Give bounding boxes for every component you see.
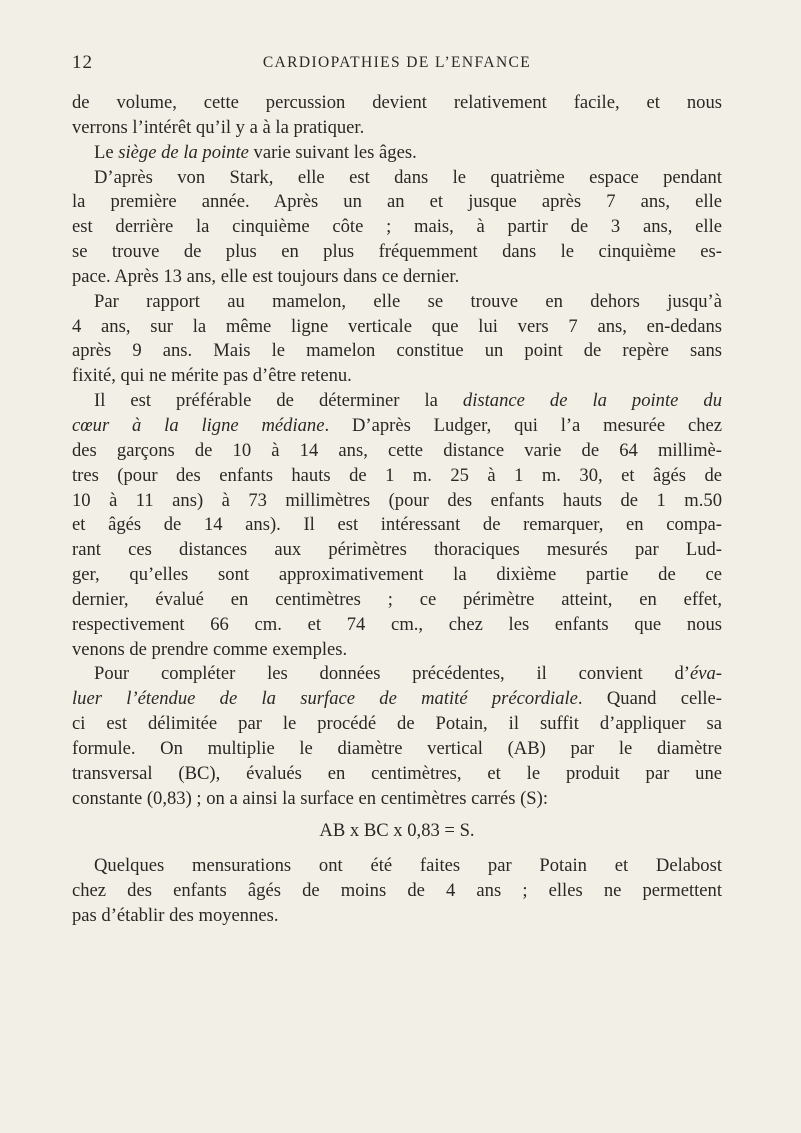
text-line: tres (pour des enfants hauts de 1 m. 25 à 1 m. 30, et âgés de — [72, 464, 722, 486]
text-run: Le — [94, 141, 119, 163]
text-run: Pour compléter les données précédentes, il convient d’ — [94, 663, 690, 685]
text-run: . D’après Ludger, qui l’a mesurée chez — [324, 414, 722, 436]
paragraph-5 — [72, 389, 722, 662]
paragraph-7 — [72, 854, 722, 929]
text-line: est derrière la cinquième côte ; mais, à partir de 3 ans, elle — [72, 216, 722, 238]
paragraph-3 — [72, 166, 722, 290]
text-line — [72, 687, 722, 712]
text-run: varie suivant les âges. — [248, 141, 417, 163]
text-line: se trouve de plus en plus fréquemment dans le cinquième es- — [72, 241, 722, 263]
text-line: des garçons de 10 à 14 ans, cette distance varie de 64 millimè- — [72, 439, 722, 461]
text-line: verrons l’intérêt qu’il y a à la pratiquer. — [72, 116, 365, 138]
text-run: Il est préférable de déterminer la — [94, 390, 463, 412]
text-line: 4 ans, sur la même ligne verticale que lui vers 7 ans, en-dedans — [72, 315, 722, 337]
text-line — [72, 414, 722, 439]
text-line: transversal (BC), évalués en centimètres, et le produit par une — [72, 762, 722, 784]
text-line — [72, 389, 722, 414]
text-line: rant ces distances aux périmètres thoraciques mesurés par Lud- — [72, 539, 722, 561]
page-number: 12 — [72, 52, 93, 73]
text-line: formule. On multiplie le diamètre vertical (AB) par le diamètre — [72, 737, 722, 759]
formula: AB x BC x 0,83 = S. — [319, 820, 475, 842]
text-line: respectivement 66 cm. et 74 cm., chez les enfants que nous — [72, 613, 722, 635]
text-line: ger, qu’elles sont approximativement la dixième partie de ce — [72, 564, 722, 586]
paragraph-4 — [72, 290, 722, 389]
paragraph-1 — [72, 91, 722, 141]
text-line: pace. Après 13 ans, elle est toujours dans ce dernier. — [72, 265, 460, 287]
text-line: la première année. Après un an et jusque après 7 ans, elle — [72, 191, 722, 213]
page-header — [72, 52, 722, 76]
text-line — [72, 141, 722, 166]
paragraph-2 — [72, 141, 722, 166]
text-line: et âgés de 14 ans). Il est intéressant de remarquer, en compa- — [72, 514, 722, 536]
text-line: constante (0,83) ; on a ainsi la surface en centimètres carrés (S): — [72, 787, 549, 809]
running-title: CARDIOPATHIES DE L’ENFANCE — [262, 54, 532, 71]
text-line: dernier, évalué en centimètres ; ce périmètre atteint, en effet, — [72, 588, 722, 610]
text-line: 10 à 11 ans) à 73 millimètres (pour des enfants hauts de 1 m.50 — [72, 489, 722, 511]
text-line: après 9 ans. Mais le mamelon constitue un point de repère sans — [72, 340, 722, 362]
text-line: D’après von Stark, elle est dans le quatrième espace pendant — [94, 166, 722, 188]
text-line: venons de prendre comme exemples. — [72, 638, 348, 660]
paragraph-6 — [72, 662, 722, 811]
italic-term: distance de la pointe du — [462, 390, 723, 412]
text-line: Par rapport au mamelon, elle se trouve en dehors jusqu’à — [94, 290, 722, 312]
italic-term: éva- — [690, 663, 722, 685]
text-line: de volume, cette percussion devient relativement facile, et nous — [72, 92, 722, 113]
text-line — [72, 662, 722, 687]
italic-term: siège de la pointe — [118, 141, 249, 163]
italic-term: luer l’étendue de la surface de matité précordiale — [72, 688, 578, 710]
italic-term: cœur à la ligne médiane — [72, 414, 325, 436]
body-text — [72, 91, 722, 929]
text-line: pas d’établir des moyennes. — [72, 905, 279, 926]
text-line: fixité, qui ne mérite pas d’être retenu. — [72, 365, 352, 387]
text-line: chez des enfants âgés de moins de 4 ans ; elles ne permettent — [72, 880, 722, 902]
text-run: . Quand celle- — [577, 688, 722, 710]
text-line: ci est délimitée par le procédé de Potain, il suffit d’appliquer sa — [72, 713, 722, 735]
text-line: Quelques mensurations ont été faites par Potain et Delabost — [94, 855, 722, 877]
